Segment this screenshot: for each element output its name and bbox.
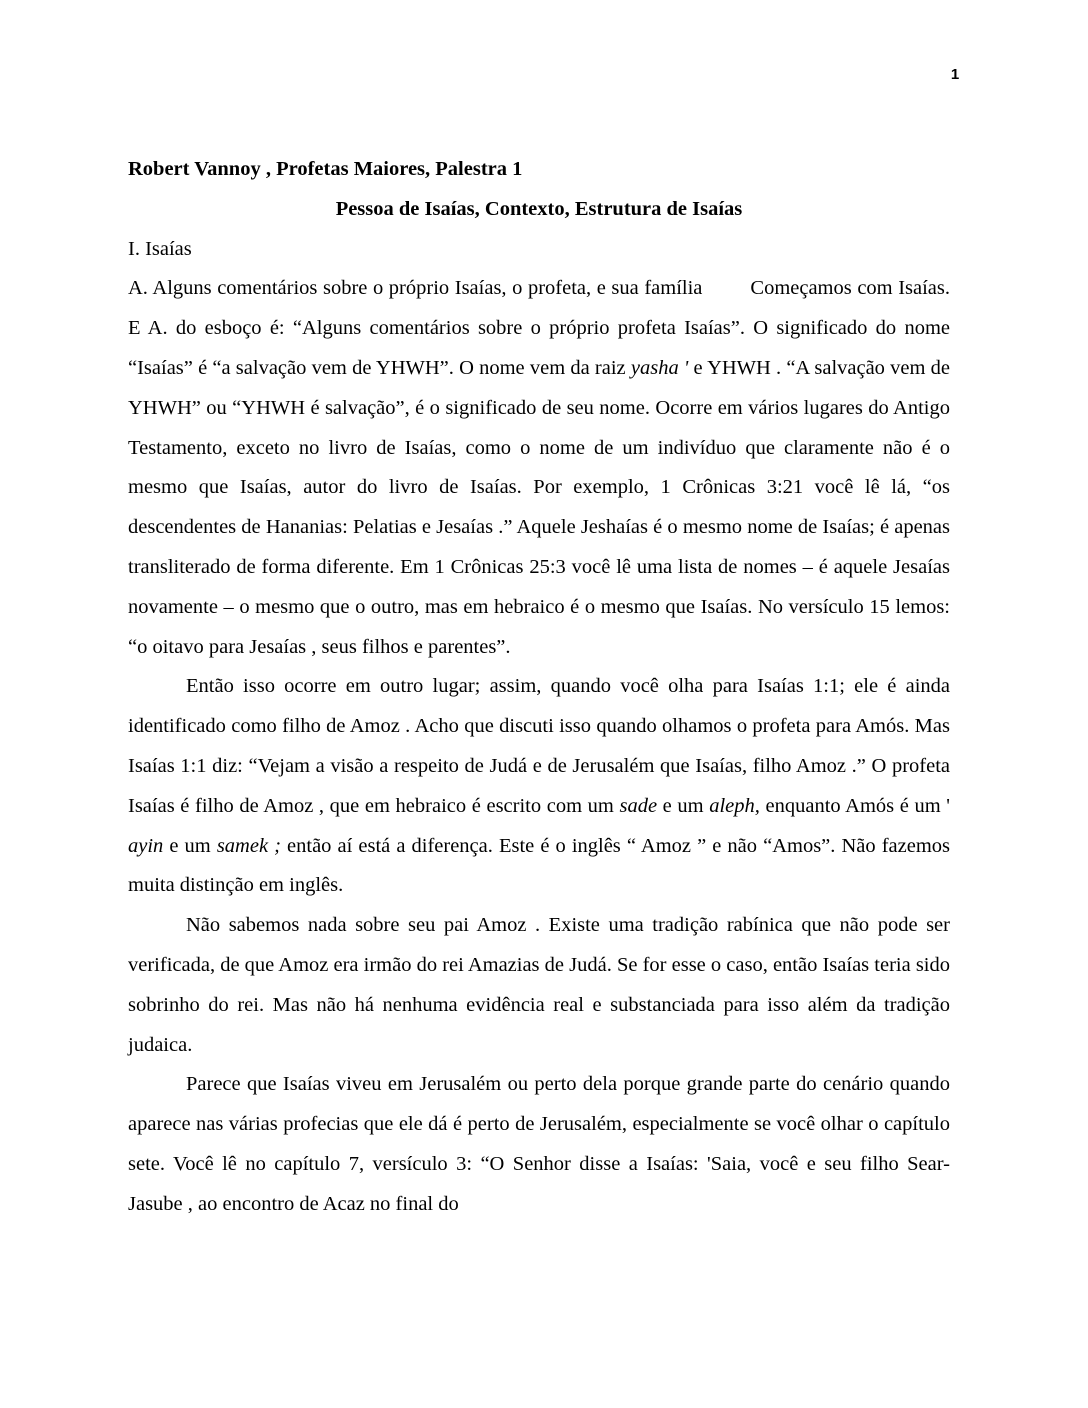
paragraph-2-text-c: enquanto Amós é um ' — [759, 794, 950, 817]
paragraph-2-term-ayin: ayin — [128, 834, 164, 857]
paragraph-1-text-b: e YHWH . “A salvação vem de YHWH” ou “YHWH é salvação”, é o significado de seu nome. Ocorre em vários lugares do Antigo Testamento, exceto no livro de Isaías, como o nome de um indivíduo que claramente não é o mesmo que Isaías, autor do livro de Isaías. Por exemplo, 1 Crônicas 3:21 você lê lá, “os descendentes de Hananias: Pelatias e Jesaías .” Aquele Jeshaías é o mesmo nome de Isaías; é apenas transliterado de forma diferente. Em 1 Crônicas 25:3 você lê uma lista de nomes – é aquele Jesaías novamente – o mesmo que o outro, mas em hebraico é o mesmo que Isaías. No versículo 15 lemos: “o oitavo para Jesaías , seus filhos e parentes”. — [128, 356, 951, 658]
section-subheading: A. Alguns comentários sobre o próprio Isaías, o profeta, e sua família — [128, 277, 703, 300]
paragraph-1-text-a: Começamos com Isaías. E A. do esboço é: “Alguns comentários sobre o próprio profeta Isaías”. O significado do nome “Isaías” é “a salvação vem de YHWH”. O nome vem da raiz — [128, 277, 950, 379]
section-heading: I. Isaías — [128, 237, 192, 260]
paragraph-2-text-e: então aí está a diferença. Este é o inglês “ Amoz ” e não “Amos”. Não fazemos muita distinção em inglês. — [128, 834, 950, 897]
paragraph-1 — [128, 269, 950, 667]
paragraph-3: Não sabemos nada sobre seu pai Amoz . Existe uma tradição rabínica que não pode ser verificada, de que Amoz era irmão do rei Amazias de Judá. Se for esse o caso, então Isaías teria sido sobrinho do rei. Mas não há nenhuma evidência real e substanciada para isso além da tradição judaica. — [128, 914, 950, 1056]
paragraph-2-text-a: Então isso ocorre em outro lugar; assim, quando você olha para Isaías 1:1; ele é ainda identificado como filho de Amoz . Acho que discuti isso quando olhamos o profeta para Amós. Mas Isaías 1:1 diz: “Vejam a visão a respeito de Judá e de Jerusalém que Isaías, filho Amoz .” O profeta Isaías é filho de Amoz , que em hebraico é escrito com um — [128, 675, 950, 817]
paragraph-2-term-samek: samek ; — [216, 834, 281, 857]
paragraph-2-text-d: e um — [163, 834, 217, 857]
paragraph-2 — [128, 667, 950, 906]
document-body — [128, 150, 950, 1225]
document-title: Robert Vannoy , Profetas Maiores, Palestra 1 — [128, 158, 523, 180]
paragraph-4: Parece que Isaías viveu em Jerusalém ou perto dela porque grande parte do cenário quando aparece nas várias profecias que ele dá é perto de Jerusalém, especialmente se você olhar o capítulo sete. Você lê no capítulo 7, versículo 3: “O Senhor disse a Isaías: 'Saia, você e seu filho Sear- Jasube , ao encontro de Acaz no final do — [128, 1073, 950, 1215]
paragraph-1-term-yasha: yasha ' — [630, 356, 689, 379]
paragraph-2-term-sade: sade — [619, 794, 658, 817]
page-number: 1 — [950, 66, 960, 83]
document-subtitle: Pessoa de Isaías, Contexto, Estrutura de Isaías — [335, 197, 743, 220]
paragraph-2-term-aleph: aleph, — [709, 794, 760, 817]
paragraph-2-text-b: e um — [657, 794, 710, 817]
